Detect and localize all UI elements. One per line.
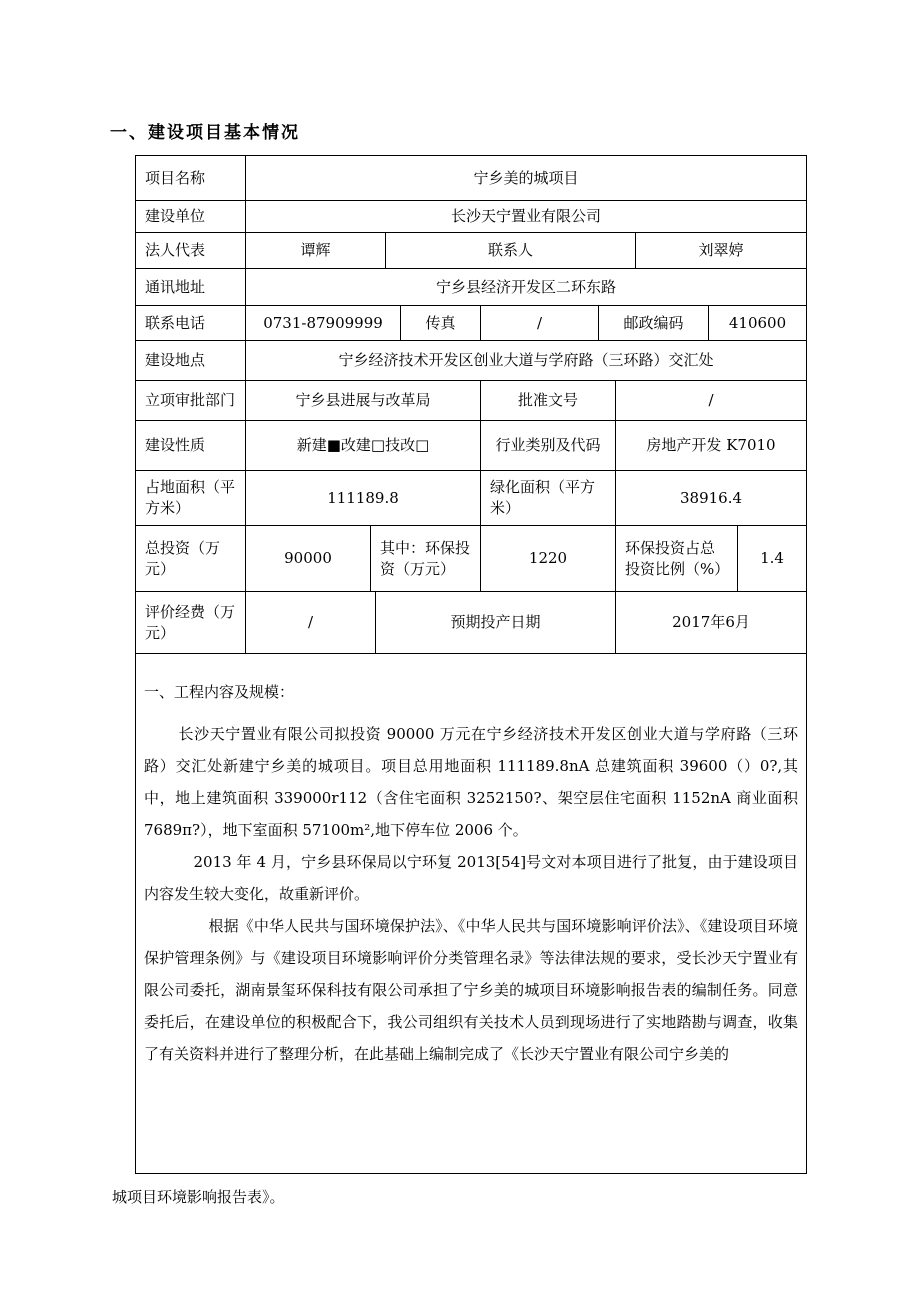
table-row-area (136, 471, 806, 526)
content-heading: 一、工程内容及规模： (144, 683, 295, 701)
project-info-table (135, 155, 807, 1174)
row-value: 房地产开发 K7010 (646, 436, 776, 454)
row-label: 联系人 (386, 233, 636, 268)
row-value: 谭辉 (246, 233, 386, 268)
row-value: 宁乡县经济开发区二环东路 (435, 277, 616, 296)
row-label: 预期投产日期 (376, 592, 616, 653)
table-row-content (136, 654, 806, 1173)
row-value: 宁乡美的城项目 (473, 168, 579, 187)
row-label: 总投资（万元） (136, 526, 246, 591)
row-value: / (481, 306, 599, 340)
content-paragraph: 根据《中华人民共与国环境保护法》、《中华人民共与国环境影响评价法》、《建设项目环境保护管理条例》与《建设项目环境影响评价分类管理名录》等法律法规的要求，受长沙天宁置业有限公司委托，湖南景玺环保科技有限公司承担了宁乡美的城项目环境影响报告表的编制任务。同意委托后，在建设单位的积极配合下，我公司组织有关技术人员到现场进行了实地踏勘与调查，收集了有关资料并进行了整理分析，在此基础上编制完成了《长沙天宁置业有限公司宁乡美的 (144, 917, 798, 1063)
row-value: 111189.8 (246, 471, 481, 525)
row-label: 环保投资占总投资比例（%） (616, 526, 738, 591)
table-row-nature (136, 421, 806, 471)
row-label: 传真 (401, 306, 481, 340)
row-value: 2017年6月 (672, 613, 750, 631)
table-row-investment (136, 526, 806, 592)
row-label: 立项审批部门 (136, 381, 246, 420)
row-label: 占地面积（平方米） (136, 471, 246, 525)
table-row-location (136, 341, 806, 381)
row-value: 38916.4 (679, 488, 743, 507)
table-row-approval (136, 381, 806, 421)
table-row-builder (136, 201, 806, 233)
table-row-project-name (136, 156, 806, 201)
row-label: 建设性质 (136, 421, 246, 470)
row-label: 邮政编码 (599, 306, 709, 340)
row-value: 宁乡县进展与改革局 (246, 381, 481, 420)
row-label: 其中：环保投资（万元） (371, 526, 481, 591)
table-row-legal-rep (136, 233, 806, 269)
page-title: 一、建设项目基本情况 (110, 123, 300, 143)
table-row-phone (136, 306, 806, 341)
row-label: 行业类别及代码 (481, 421, 616, 470)
row-value: 1220 (481, 526, 616, 591)
row-value-checkboxes: 新建■改建□技改□ (246, 421, 481, 470)
row-value: / (246, 592, 376, 653)
footer-text: 城项目环境影响报告表》。 (112, 1188, 285, 1206)
row-value: 1.4 (760, 549, 784, 567)
row-label: 法人代表 (136, 233, 246, 268)
row-value: 长沙天宁置业有限公司 (450, 207, 601, 225)
row-label: 绿化面积（平方米） (481, 471, 616, 525)
row-value: 刘翠婷 (698, 241, 744, 259)
content-paragraph: 2013 年 4 月，宁乡县环保局以宁环复 2013[54]号文对本项目进行了批复，由于建设项目内容发生较大变化，故重新评价。 (144, 853, 798, 903)
row-label: 建设单位 (136, 201, 246, 232)
table-row-eval-fee (136, 592, 806, 654)
row-label: 评价经费（万元） (136, 592, 246, 653)
table-row-address (136, 269, 806, 306)
row-label: 通讯地址 (136, 269, 246, 305)
row-value: 宁乡经济技术开发区创业大道与学府路（三环路）交汇处 (338, 351, 714, 369)
project-content-section (136, 654, 806, 1173)
row-label: 建设地点 (136, 341, 246, 380)
row-label: 联系电话 (136, 306, 246, 340)
row-value: 90000 (246, 526, 371, 591)
row-label: 批准文号 (481, 381, 616, 420)
row-value: 410600 (728, 313, 787, 332)
row-value: / (708, 391, 714, 409)
row-label: 项目名称 (136, 156, 246, 200)
row-value: 0731-87909999 (246, 306, 401, 340)
content-paragraph: 长沙天宁置业有限公司拟投资 90000 万元在宁乡经济技术开发区创业大道与学府路（三环路）交汇处新建宁乡美的城项目。项目总用地面积 111189.8nA 总建筑面积 39600（）0?,其中，地上建筑面积 339000r112（含住宅面积 3252150?、架空层住宅面积 1152nA 商业面积 7689π?），地下室面积 57100m²,地下停车位 2006 个。 (144, 725, 798, 839)
